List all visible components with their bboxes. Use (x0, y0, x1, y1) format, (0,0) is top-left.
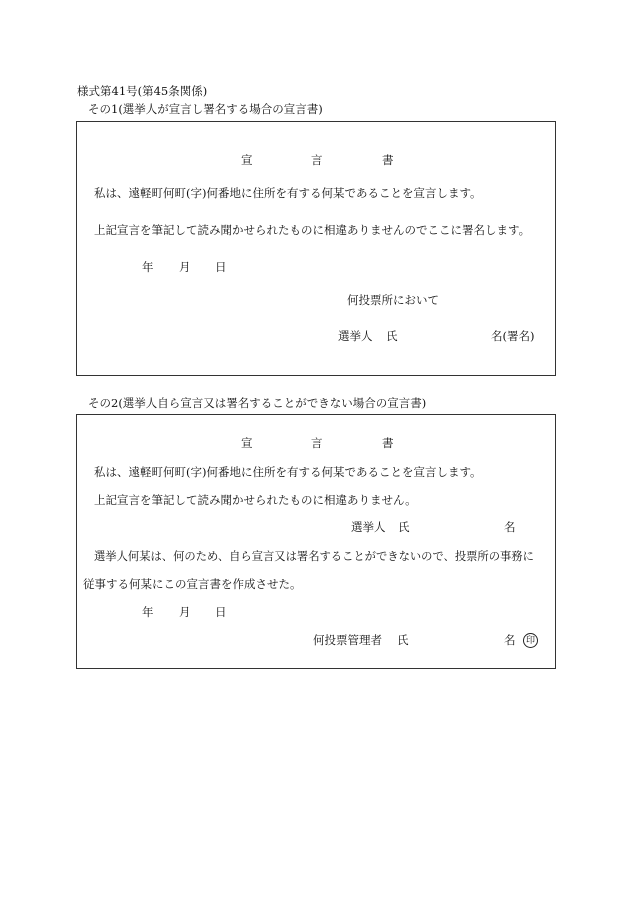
form2-title-char-3: 書 (382, 436, 394, 450)
form1-location: 何投票所において (347, 293, 439, 307)
form2-certification: 上記宣言を筆記して読み聞かせられたものに相違ありません。 (94, 493, 417, 507)
form1-title-char-2: 言 (311, 153, 323, 167)
form2-voter-name-prefix: 氏 (398, 520, 410, 534)
form1-title-char-3: 書 (382, 153, 394, 167)
form-number: 様式第41号(第45条関係) (77, 84, 208, 98)
form2-title-char-1: 宣 (241, 436, 253, 450)
form1-name-prefix: 氏 (386, 329, 398, 343)
form2-voter-label: 選挙人 (351, 520, 386, 534)
form1-title-char-1: 宣 (241, 153, 253, 167)
form1-date-day: 日 (215, 260, 227, 274)
section2-caption: その2(選挙人自ら宣言又は署名することができない場合の宣言書) (88, 396, 427, 410)
form1-name-suffix: 名(署名) (491, 329, 535, 343)
form1-certification: 上記宣言を筆記して読み聞かせられたものに相違ありませんのでここに署名します。 (94, 223, 531, 237)
seal-icon (523, 633, 538, 648)
declaration-form-1 (76, 121, 556, 376)
form2-date-month: 月 (179, 605, 191, 619)
form2-date-year: 年 (142, 605, 154, 619)
form2-date-day: 日 (215, 605, 227, 619)
declaration-form-2 (76, 414, 556, 669)
form1-date-month: 月 (179, 260, 191, 274)
seal-mark: 印 (523, 633, 538, 648)
form2-manager-name-prefix: 氏 (397, 633, 409, 647)
form2-manager-label: 何投票管理者 (313, 633, 382, 647)
section1-caption: その1(選挙人が宣言し署名する場合の宣言書) (88, 102, 323, 116)
form1-date-year: 年 (142, 260, 154, 274)
form2-declaration: 私は、遠軽町何町(字)何番地に住所を有する何某であることを宣言します。 (94, 465, 482, 479)
form1-declaration: 私は、遠軽町何町(字)何番地に住所を有する何某であることを宣言します。 (94, 186, 482, 200)
form2-title-char-2: 言 (311, 436, 323, 450)
form2-manager-name-suffix: 名 (504, 633, 516, 647)
form1-signer-label: 選挙人 (338, 329, 373, 343)
form2-reason-line-2: 従事する何某にこの宣言書を作成させた。 (83, 577, 302, 591)
form2-reason-line-1: 選挙人何某は、何のため、自ら宣言又は署名することができないので、投票所の事務に (94, 550, 534, 563)
form2-voter-name-suffix: 名 (504, 520, 516, 534)
